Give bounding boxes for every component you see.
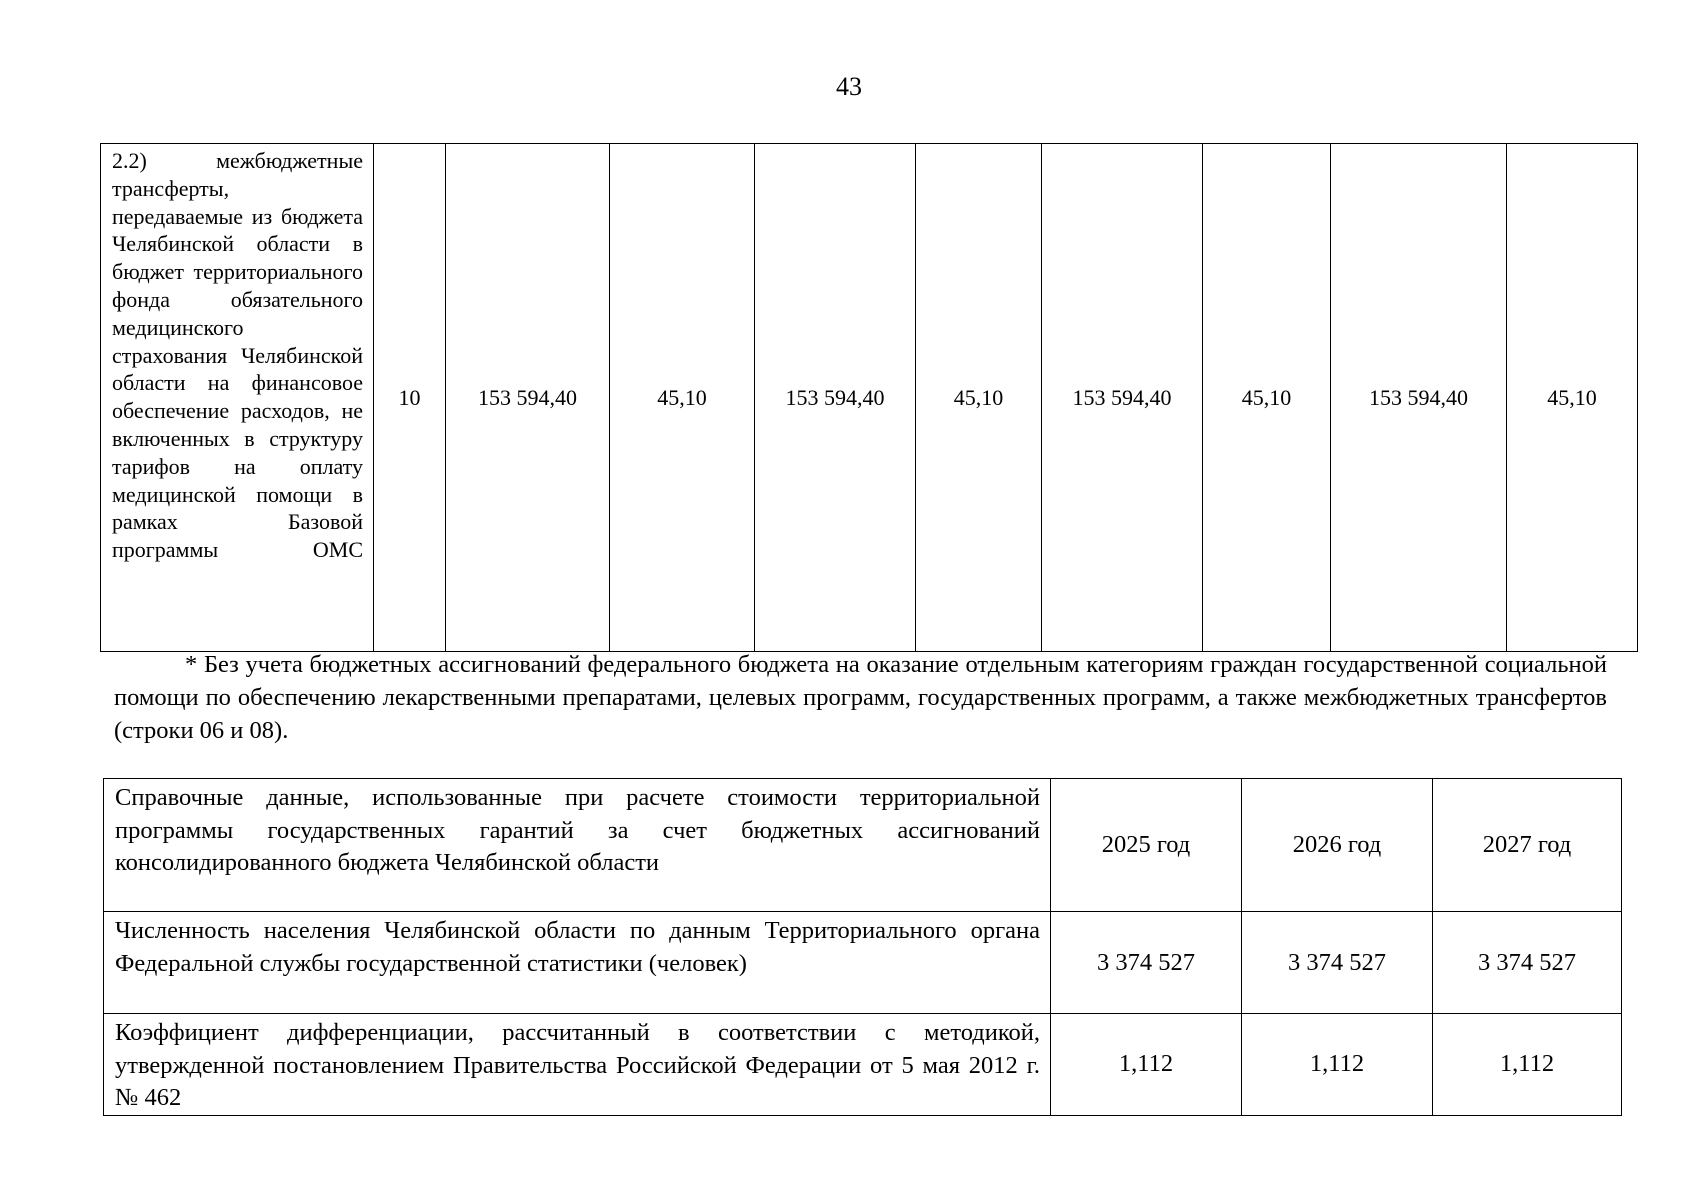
value-cell: 45,10	[610, 144, 755, 652]
reference-data-table	[103, 778, 1622, 1116]
page-number: 43	[836, 72, 862, 101]
row-description-text: 2.2) межбюджетные трансферты, передаваемые из бюджета Челябинской области в бюджет территориального фонда обязательного медицинского страхования Челябинской области на финансовое обеспечение расходов, не включенных в структуру тарифов на оплату медицинской помощи в рамках Базовой программы ОМС	[112, 148, 363, 563]
value-cell: 3 374 527	[1051, 912, 1242, 1014]
line-code-cell: 10	[374, 144, 446, 652]
value-cell: 3 374 527	[1242, 912, 1433, 1014]
table-row	[104, 912, 1622, 1014]
population-label: Численность населения Челябинской области по данным Территориального органа Федеральной службы государственной статистики (человек)	[104, 912, 1051, 1014]
value-cell: 153 594,40	[1331, 144, 1507, 652]
row-description	[101, 144, 374, 652]
value-cell: 153 594,40	[755, 144, 916, 652]
year-header: 2025 год	[1051, 779, 1242, 912]
table-row	[104, 1014, 1622, 1116]
value-cell: 153 594,40	[1042, 144, 1203, 652]
year-header: 2026 год	[1242, 779, 1433, 912]
value-cell: 153 594,40	[446, 144, 610, 652]
value-cell: 1,112	[1433, 1014, 1622, 1116]
coefficient-label: Коэффициент дифференциации, рассчитанный в соответствии с методикой, утвержденной постановлением Правительства Российской Федерации от 5 мая 2012 г. № 462	[104, 1014, 1051, 1116]
value-cell: 3 374 527	[1433, 912, 1622, 1014]
value-cell: 1,112	[1051, 1014, 1242, 1116]
value-cell: 45,10	[1203, 144, 1331, 652]
footnote: * Без учета бюджетных ассигнований федерального бюджета на оказание отдельным категориям граждан государственной социальной помощи по обеспечению лекарственными препаратами, целевых программ, государственных программ, а также межбюджетных трансфертов (строки 06 и 08).	[114, 651, 1607, 744]
value-cell: 45,10	[916, 144, 1042, 652]
header-label: Справочные данные, использованные при расчете стоимости территориальной программы государственных гарантий за счет бюджетных ассигнований консолидированного бюджета Челябинской области	[104, 779, 1051, 912]
year-header: 2027 год	[1433, 779, 1622, 912]
value-cell: 45,10	[1507, 144, 1638, 652]
table-row	[101, 144, 1638, 652]
budget-transfers-table	[100, 143, 1638, 652]
table-header-row	[104, 779, 1622, 912]
value-cell: 1,112	[1242, 1014, 1433, 1116]
